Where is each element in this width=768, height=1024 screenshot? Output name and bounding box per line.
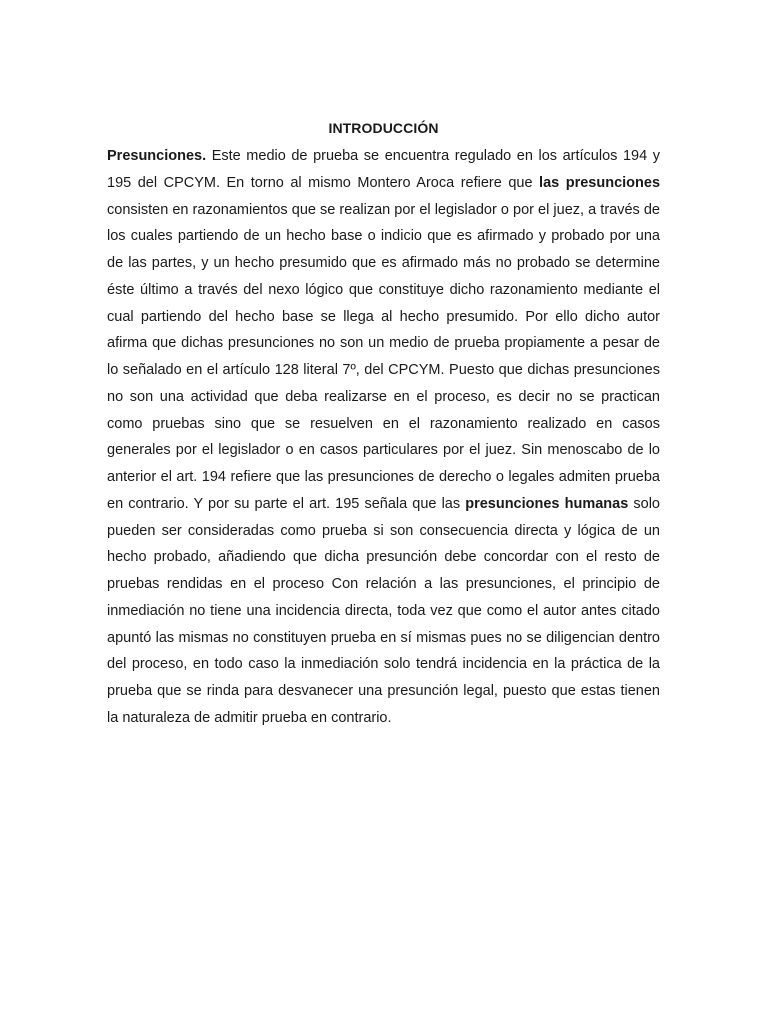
body-paragraph xyxy=(107,143,660,732)
bold-term-presunciones: las presunciones xyxy=(539,174,661,191)
lead-term: Presunciones. xyxy=(107,148,207,164)
paragraph-text-3: solo pueden ser consideradas como prueba si son consecuencia directa y lógica de un hecho probado, añadiendo que dicha presunción debe concordar con el resto de pruebas rendidas en el proceso Con relación a las presunciones, el principio de inmediación no tiene una incidencia directa, toda vez que como el autor antes citado apuntó las mismas no constituyen prueba en sí mismas pues no se diligencian dentro del proceso, en todo caso la inmediación solo tendrá incidencia en la práctica de la prueba que se rinda para desvanecer una presunción legal, puesto que estas tienen la naturaleza de admitir prueba en contrario. xyxy=(107,495,660,726)
bold-term-presunciones-humanas: presunciones humanas xyxy=(465,495,629,512)
document-page xyxy=(107,118,660,732)
paragraph-text-1: Este medio de prueba se encuentra regulado en los artículos 194 y 195 del CPCYM. En torno al mismo Montero Aroca refiere que xyxy=(107,148,660,191)
paragraph-text-2: consisten en razonamientos que se realizan por el legislador o por el juez, a través de los cuales partiendo de un hecho base o indicio que es afirmado y probado por una de las partes, y un hecho presumido que es afirmado más no probado se determine éste último a través del nexo lógico que constituye dicho razonamiento mediante el cual partiendo del hecho base se llega al hecho presumido. Por ello dicho autor afirma que dichas presunciones no son un medio de prueba propiamente a pesar de lo señalado en el artículo 128 literal 7º, del CPCYM. Puesto que dichas presunciones no son una actividad que deba realizarse en el proceso, es decir no se practican como pruebas sino que se resuelven en el razonamiento realizado en casos generales por el legislador o en casos particulares por el juez. Sin menoscabo de lo anterior el art. 194 refiere que las presunciones de derecho o legales admiten prueba en contrario. Y por su parte el art. 195 señala que las xyxy=(107,201,660,512)
page-heading: INTRODUCCIÓN xyxy=(328,120,439,136)
